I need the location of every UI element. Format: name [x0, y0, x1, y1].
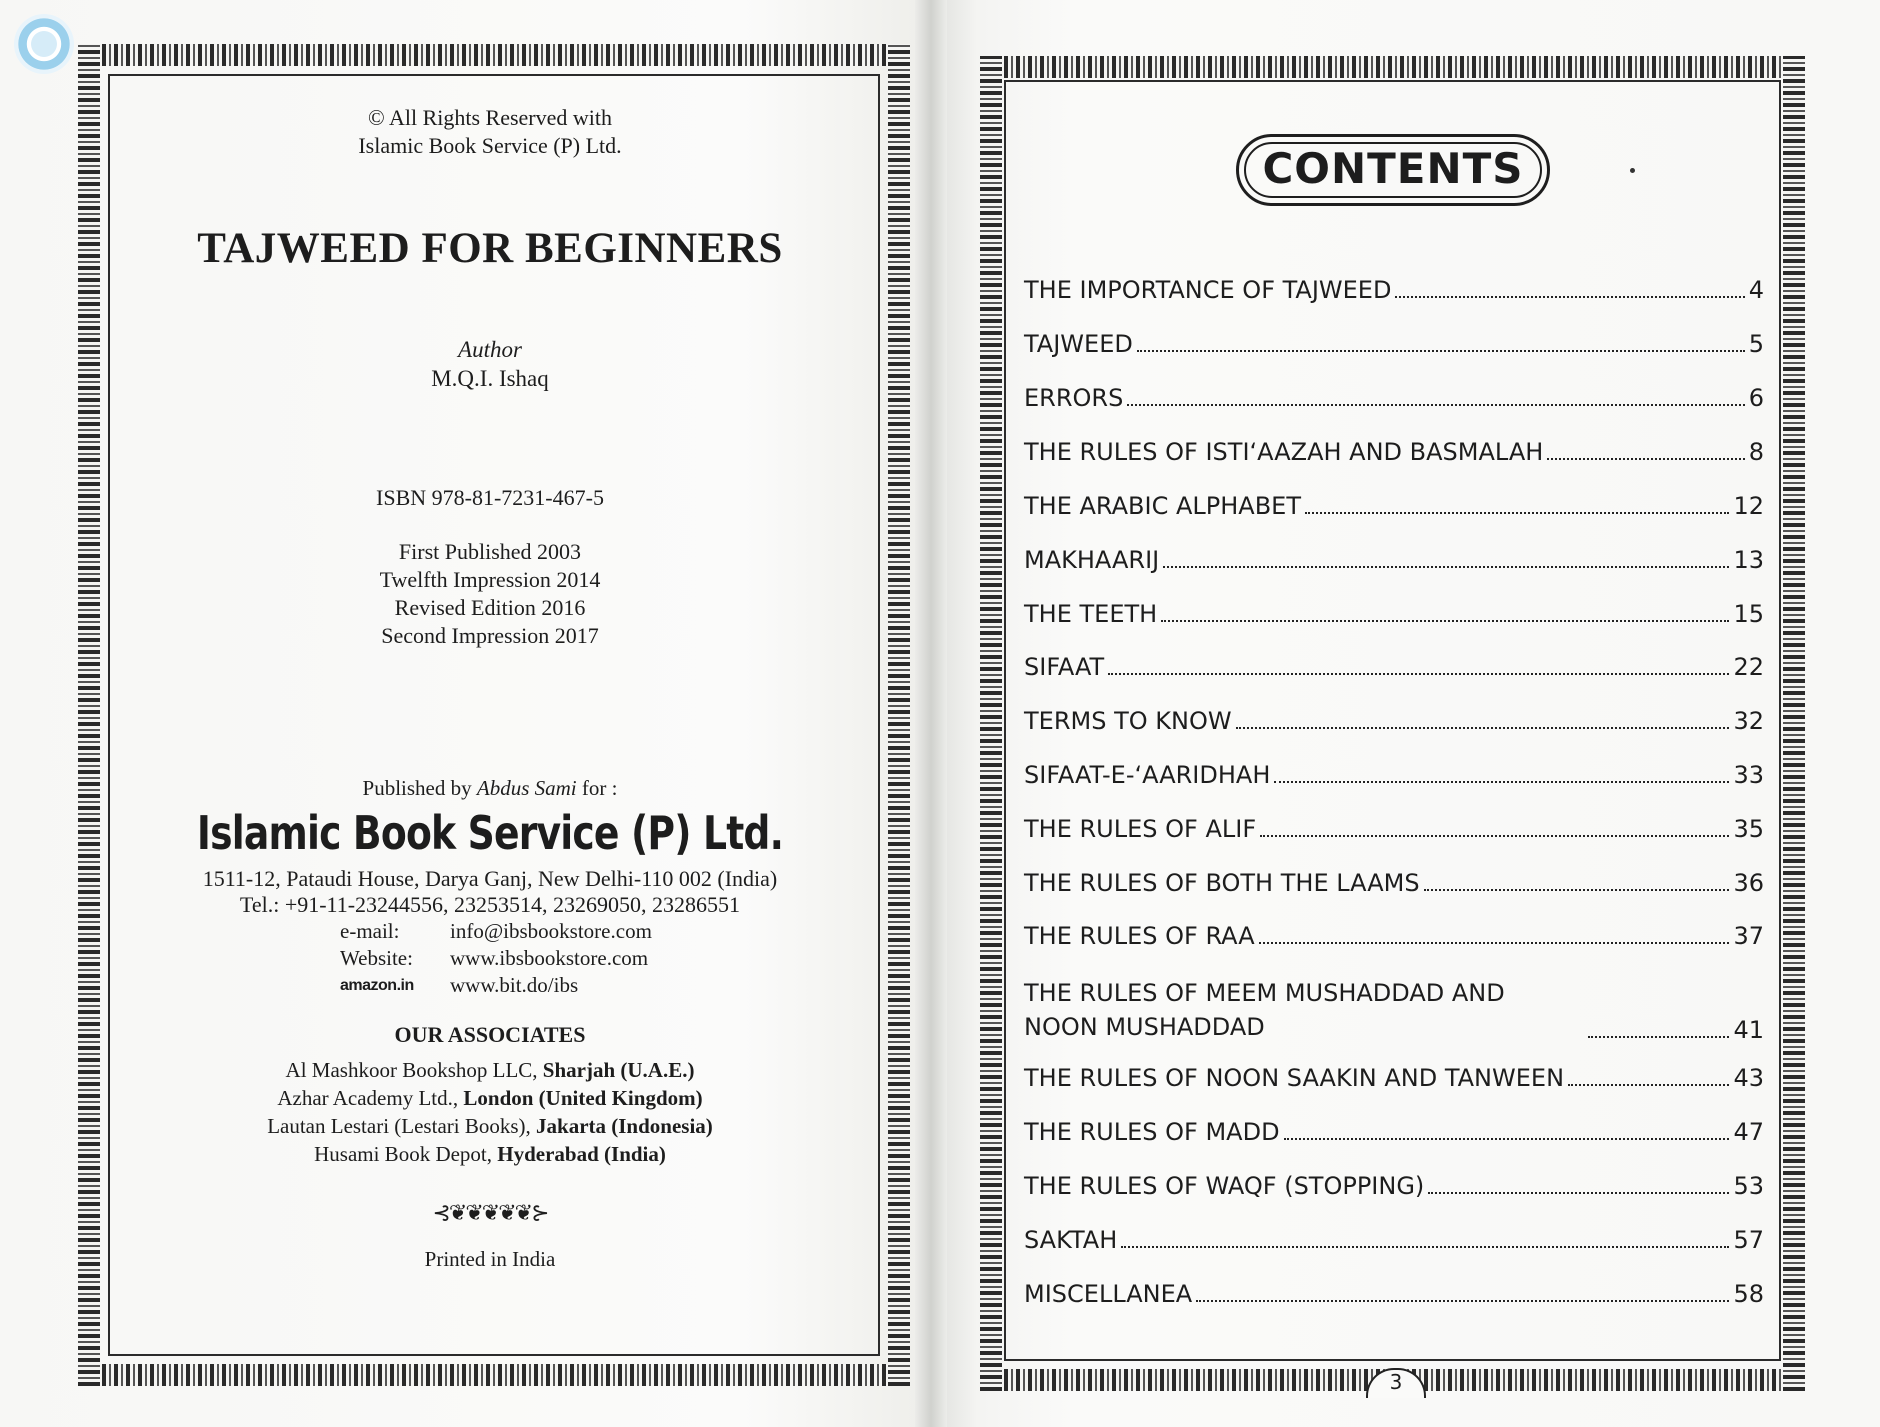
associate-item [100, 1140, 880, 1168]
toc-page: 53 [1733, 1172, 1764, 1200]
toc-page: 47 [1733, 1118, 1764, 1146]
associates-list [100, 1056, 880, 1168]
contact-email [340, 918, 652, 945]
contact-block [340, 918, 652, 999]
isbn: ISBN 978-81-7231-467-5 [376, 485, 604, 510]
toc-title: MAKHAARIJ [1024, 546, 1160, 574]
toc-page: 4 [1748, 276, 1764, 304]
toc-leader [1260, 835, 1729, 837]
toc-title: THE RULES OF RAA [1024, 922, 1255, 950]
toc-title: THE RULES OF ALIF [1024, 815, 1257, 843]
associate-name: Azhar Academy Ltd., [277, 1086, 459, 1110]
toc-leader [1284, 1138, 1730, 1140]
toc-leader [1121, 1246, 1729, 1248]
edition-line: Second Impression 2017 [381, 623, 599, 648]
edition-line: Twelfth Impression 2014 [379, 567, 601, 592]
toc-item[interactable] [1024, 922, 1764, 950]
toc-leader [1236, 727, 1730, 729]
toc-title: SAKTAH [1024, 1226, 1118, 1254]
toc-page: 32 [1733, 707, 1764, 735]
toc-page: 37 [1733, 922, 1764, 950]
toc-leader [1196, 1300, 1729, 1302]
toc-item[interactable] [1024, 276, 1764, 304]
toc-item[interactable] [1024, 384, 1764, 412]
toc-item[interactable] [1024, 600, 1764, 628]
toc-leader [1568, 1084, 1729, 1086]
associates-heading: OUR ASSOCIATES [394, 1022, 586, 1047]
published-by [100, 776, 880, 801]
book-gutter [915, 0, 947, 1427]
published-for: for : [581, 776, 618, 800]
toc-page: 6 [1748, 384, 1764, 412]
telephone-line: Tel.: +91-11-23244556, 23253514, 23269050, 23286551 [239, 892, 741, 917]
stray-dot [1630, 168, 1635, 173]
toc-title: THE RULES OF WAQF (STOPPING) [1024, 1172, 1425, 1200]
associate-item [100, 1056, 880, 1084]
toc-leader [1161, 620, 1729, 622]
toc-title: TERMS TO KNOW [1024, 707, 1232, 735]
associate-item [100, 1084, 880, 1112]
toc-item[interactable] [1024, 1064, 1764, 1092]
address-line: 1511-12, Pataudi House, Darya Ganj, New Delhi-110 002 (India) [202, 866, 778, 891]
toc-leader [1305, 512, 1729, 514]
toc-title: MISCELLANEA [1024, 1280, 1193, 1308]
toc-page: 58 [1733, 1280, 1764, 1308]
toc-item[interactable] [1024, 815, 1764, 843]
toc-item[interactable] [1024, 976, 1764, 1044]
toc-leader [1547, 458, 1744, 460]
toc-item[interactable] [1024, 438, 1764, 466]
toc-item[interactable] [1024, 707, 1764, 735]
toc-leader [1108, 673, 1729, 675]
book-title: TAJWEED FOR BEGINNERS [197, 225, 783, 272]
toc-title: THE RULES OF MADD [1024, 1118, 1280, 1146]
email-link[interactable]: info@ibsbookstore.com [450, 919, 652, 943]
associate-item [100, 1112, 880, 1140]
contact-key: e-mail: [340, 919, 400, 943]
author-label: Author [458, 337, 522, 362]
toc-page: 35 [1733, 815, 1764, 843]
associate-place: London (United Kingdom) [463, 1086, 703, 1110]
contents-heading-text: CONTENTS [1262, 144, 1524, 193]
toc-title: ERRORS [1024, 384, 1124, 412]
toc-item[interactable] [1024, 1280, 1764, 1308]
associate-name: Al Mashkoor Bookshop LLC, [285, 1058, 538, 1082]
toc-title: THE RULES OF MEEM MUSHADDAD AND NOON MUSHADDAD [1024, 979, 1505, 1041]
toc-item[interactable] [1024, 869, 1764, 897]
toc-page: 57 [1733, 1226, 1764, 1254]
toc-item[interactable] [1024, 1226, 1764, 1254]
toc-item[interactable] [1024, 1118, 1764, 1146]
associate-place: Jakarta (Indonesia) [536, 1114, 713, 1138]
toc-leader [1137, 350, 1745, 352]
toc-title: THE RULES OF BOTH THE LAAMS [1024, 869, 1420, 897]
copyright-line: © All Rights Reserved with [367, 105, 613, 130]
published-by-label: Published by [362, 776, 472, 800]
ornament-divider-icon: ⊰❦❦❦❦❦⊱ [432, 1200, 548, 1225]
toc-page: 22 [1733, 653, 1764, 681]
website-link[interactable]: www.ibsbookstore.com [450, 946, 649, 970]
toc-item[interactable] [1024, 330, 1764, 358]
toc-title: TAJWEED [1024, 330, 1133, 358]
contact-key: Website: [340, 946, 413, 970]
toc-leader [1424, 889, 1730, 891]
edition-line: Revised Edition 2016 [394, 595, 586, 620]
toc-title: THE RULES OF NOON SAAKIN AND TANWEEN [1024, 1064, 1565, 1092]
toc-item[interactable] [1024, 546, 1764, 574]
edition-line: First Published 2003 [398, 539, 582, 564]
publisher-name: Islamic Book Service (P) Ltd. [196, 806, 784, 860]
toc-page: 36 [1733, 869, 1764, 897]
toc-leader [1395, 296, 1744, 298]
page-number: 3 [1366, 1368, 1426, 1398]
publisher-person: Abdus Sami [476, 776, 577, 800]
toc-title: SIFAAT [1024, 653, 1105, 681]
toc-leader [1588, 1036, 1729, 1038]
toc-item[interactable] [1024, 1172, 1764, 1200]
toc-page: 43 [1733, 1064, 1764, 1092]
toc-leader [1274, 781, 1729, 783]
contact-amazon [340, 972, 652, 999]
associate-name: Lautan Lestari (Lestari Books), [267, 1114, 531, 1138]
toc-title: SIFAAT-E-‘AARIDHAH [1024, 761, 1271, 789]
app-logo-icon [14, 14, 74, 74]
toc-title: THE ARABIC ALPHABET [1024, 492, 1301, 520]
contact-website [340, 945, 652, 972]
contents-heading [1236, 134, 1550, 206]
toc-page: 33 [1733, 761, 1764, 789]
toc-title: THE IMPORTANCE OF TAJWEED [1024, 276, 1392, 304]
toc-page: 8 [1748, 438, 1764, 466]
copyright-holder: Islamic Book Service (P) Ltd. [358, 133, 622, 158]
toc-item[interactable] [1024, 653, 1764, 681]
toc-title: THE RULES OF ISTI‘AAZAH AND BASMALAH [1024, 438, 1544, 466]
toc-leader [1428, 1192, 1729, 1194]
edition-history [100, 538, 880, 650]
toc-page: 41 [1733, 1016, 1764, 1044]
printed-in: Printed in India [424, 1247, 556, 1271]
toc-page: 13 [1733, 546, 1764, 574]
amazon-link[interactable]: www.bit.do/ibs [450, 973, 579, 997]
toc-page: 12 [1733, 492, 1764, 520]
toc-leader [1259, 942, 1730, 944]
associate-place: Hyderabad (India) [497, 1142, 666, 1166]
author-name: M.Q.I. Ishaq [431, 366, 549, 391]
toc-item[interactable] [1024, 761, 1764, 789]
toc-page: 5 [1748, 330, 1764, 358]
toc-title: THE TEETH [1024, 600, 1158, 628]
copyright-notice [100, 104, 880, 160]
toc-leader [1163, 566, 1729, 568]
toc-page: 15 [1733, 600, 1764, 628]
associate-place: Sharjah (U.A.E.) [542, 1058, 695, 1082]
publisher-address [100, 866, 880, 918]
associate-name: Husami Book Depot, [314, 1142, 493, 1166]
toc-item[interactable] [1024, 492, 1764, 520]
amazon-logo-icon: amazon.in [340, 977, 414, 994]
toc-leader [1127, 404, 1744, 406]
